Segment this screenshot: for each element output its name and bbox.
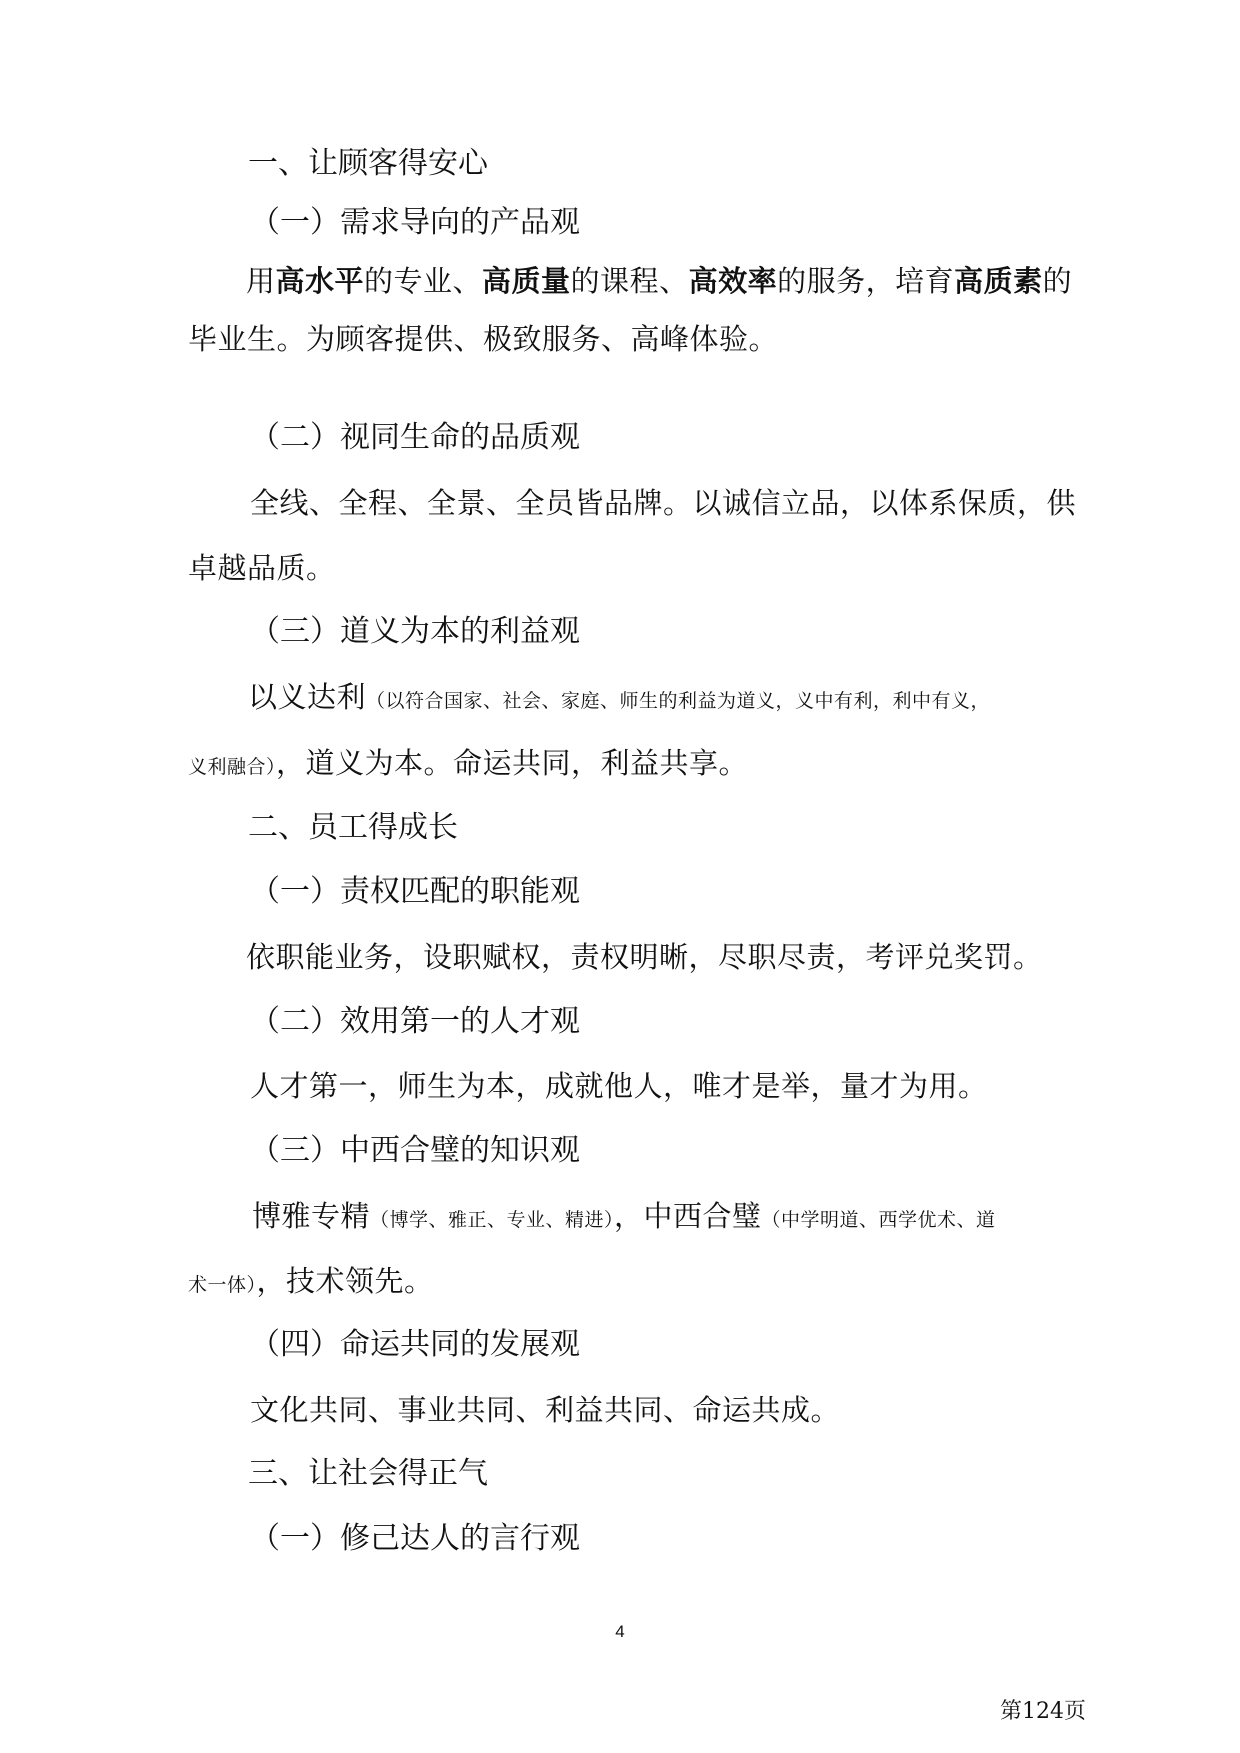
section-1-2-heading: （二）视同生命的品质观 — [250, 420, 580, 455]
section-1-3-heading: （三）道义为本的利益观 — [250, 614, 580, 649]
section-2-3-heading: （三）中西合璧的知识观 — [250, 1133, 580, 1168]
text-run: ，中西合璧 — [614, 1199, 762, 1233]
section-2-4-paragraph: 文化共同、事业共同、利益共同、命运共成。 — [250, 1393, 841, 1427]
section-1-heading: 一、让顾客得安心 — [248, 146, 488, 181]
section-1-1-paragraph-line-1 — [246, 261, 1072, 301]
text-run: 的课程、 — [570, 264, 689, 298]
page-total-label: 第124页 — [1000, 1699, 1086, 1724]
section-1-3-paragraph-line-2 — [188, 743, 748, 787]
text-run: 博雅专精 — [252, 1199, 371, 1233]
annotation-run: （中学明道、西学优术、道 — [761, 1209, 996, 1231]
section-2-heading: 二、员工得成长 — [248, 810, 458, 845]
annotation-run: （博学、雅正、专业、精进） — [370, 1209, 615, 1231]
bold-run: 高水平 — [275, 264, 365, 298]
text-run: ，技术领先。 — [256, 1264, 434, 1298]
text-run: ，道义为本。命运共同，利益共享。 — [276, 746, 749, 780]
section-1-2-paragraph-line-2: 卓越品质。 — [188, 551, 336, 585]
section-1-1-heading: （一）需求导向的产品观 — [250, 205, 580, 240]
section-2-3-paragraph-line-1 — [252, 1196, 996, 1240]
annotation-run: （以符合国家、社会、家庭、师生的利益为道义，义中有利，利中有义， — [366, 690, 991, 712]
section-2-1-heading: （一）责权匹配的职能观 — [250, 874, 580, 909]
bold-run: 高效率 — [688, 264, 778, 298]
section-1-1-paragraph-line-2: 毕业生。为顾客提供、极致服务、高峰体验。 — [188, 322, 779, 356]
section-3-1-heading: （一）修己达人的言行观 — [250, 1521, 580, 1556]
text-run: 以义达利 — [248, 680, 367, 714]
section-1-2-paragraph-line-1: 全线、全程、全景、全员皆品牌。以诚信立品，以体系保质，供 — [250, 486, 1077, 520]
annotation-run: 义利融合） — [188, 756, 277, 778]
annotation-run: 术一体） — [188, 1274, 257, 1296]
section-3-heading: 三、让社会得正气 — [248, 1456, 488, 1491]
section-2-3-paragraph-line-2 — [188, 1261, 434, 1305]
text-run: 用 — [246, 264, 276, 298]
section-2-2-paragraph: 人才第一，师生为本，成就他人，唯才是举，量才为用。 — [250, 1069, 988, 1103]
bold-run: 高质素 — [954, 264, 1043, 298]
section-2-1-paragraph: 依职能业务，设职赋权，责权明晰，尽职尽责，考评兑奖罚。 — [246, 940, 1043, 974]
text-run: 的专业、 — [364, 264, 483, 298]
section-2-2-heading: （二）效用第一的人才观 — [250, 1004, 580, 1039]
page-number: 4 — [615, 1622, 625, 1641]
text-run: 的 — [1042, 264, 1073, 298]
section-1-3-paragraph-line-1 — [248, 677, 990, 721]
text-run: 的服务，培育 — [777, 264, 955, 298]
section-2-4-heading: （四）命运共同的发展观 — [250, 1327, 580, 1362]
bold-run: 高质量 — [482, 264, 571, 298]
